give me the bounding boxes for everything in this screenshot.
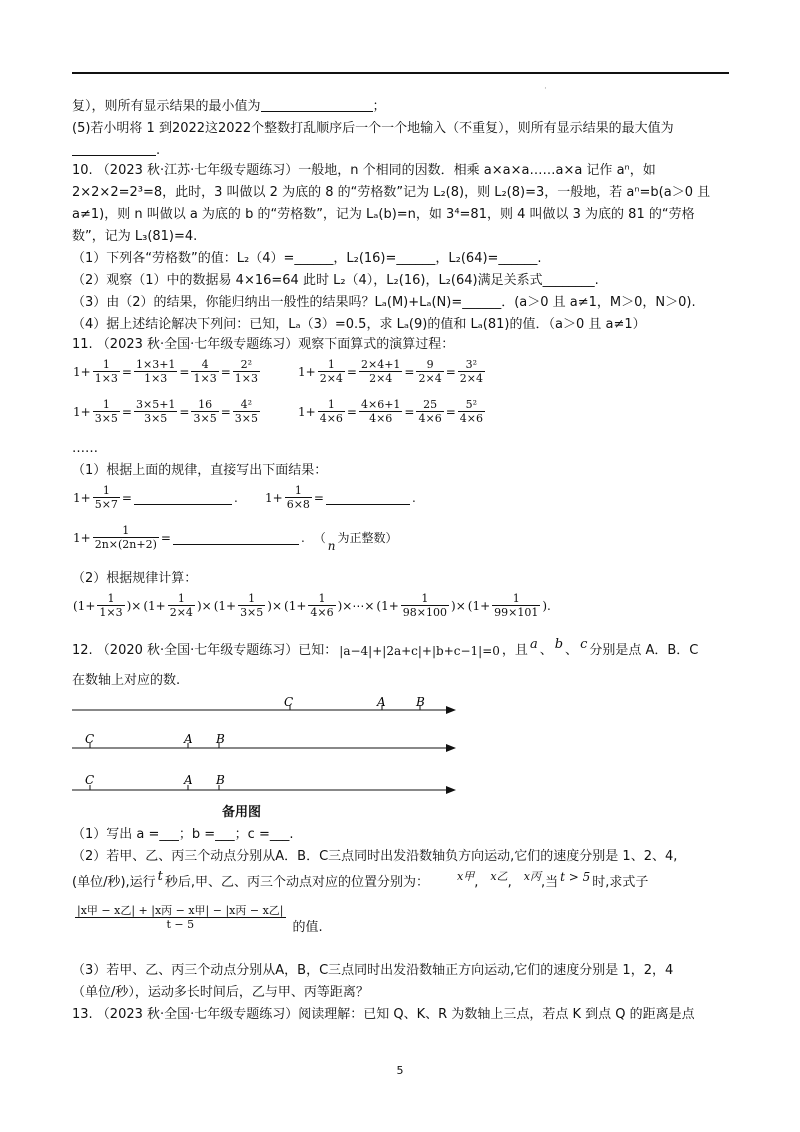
label-c: C — [85, 732, 95, 746]
q13-line1: 13. （2023 秋·全国·七年级专题练习）阅读理解：已知 Q、K、R 为数轴上三点，若点 K 到点 Q 的距离是点 — [72, 1007, 695, 1022]
label-c: C — [284, 695, 294, 709]
q11-problem-3: 1+ $\frac{1}{2n\times(2n+2)}$ = . （ n 为正整数） — [73, 524, 398, 553]
q11-sub1: （1）根据上面的规律，直接写出下面结果： — [72, 463, 328, 478]
q9-tail-line1: 复），则所有显示结果的最小值为 ； — [72, 99, 386, 114]
arrow-icon — [446, 744, 456, 752]
q9-tail-line3: . — [72, 142, 160, 160]
number-line-figures — [68, 690, 468, 820]
q12-line2: 在数轴上对应的数. — [72, 673, 181, 688]
q11-dots: …… — [72, 441, 98, 456]
q12-line1: 12. （2020 秋·全国·七年级专题练习）已知： |a−4|+|2a+c|+|b+c−1|=0 ，且 a 、 b 、 c 分别是点 A．B．C — [72, 637, 699, 658]
arrow-icon — [446, 706, 456, 714]
q11-product-expression: (1+ $\frac{1}{1\times 3}$ )× (1+ $\frac{1}{2\times 4}$ )× (1+ $\frac{1}{3\times 5}$ )× (1+ $\frac{1}{4\times 6}$ )×⋯× (1+ $\frac{1}{98\times 100}$ )× (1+ $\frac{1}{99\times 101}$ ). — [73, 592, 551, 619]
label-b: B — [216, 773, 225, 787]
q12-sub2-line1: （2）若甲、乙、丙三个动点分别从A．B．C三点同时出发沿数轴负方向运动,它们的速度分别是 1、2、4, — [72, 849, 678, 864]
q11-sub2: （2）根据规律计算： — [72, 571, 198, 586]
q12-sub3-line2: （单位/秒），运动多长时间后，乙与甲、丙等距离？ — [72, 985, 369, 1000]
q11-example-4: 1+ $\frac{1}{4\times 6}$ = $\frac{4\times 6+1}{4\times 6}$ = $\frac{25}{4\times 6}$ = $\frac{\text{5²}}{4\times 6}$ — [298, 398, 483, 425]
q11-example-2: 1+ $\frac{1}{2\times 4}$ = $\frac{2\times 4+1}{2\times 4}$ = $\frac{9}{2\times 4}$ = $\frac{\text{3²}}{2\times 4}$ — [298, 358, 483, 385]
label-b: B — [216, 732, 225, 746]
q12-expression: $\frac{\text{|x甲 − x乙| + |x丙 − x甲| − |x丙 − x乙|}}{t - 5}$ 的值. — [77, 904, 323, 935]
answer-blank[interactable] — [72, 142, 156, 156]
label-a: A — [184, 773, 193, 787]
answer-blank[interactable] — [326, 491, 410, 505]
answer-blank[interactable] — [134, 491, 232, 505]
q10-sub2: （2）观察（1）中的数据易 4×16=64 此时 L₂（4），L₂(16)，L₂(64)满足关系式________. — [72, 273, 599, 288]
q10-line4: 数”，记为 L₃(81)=4. — [72, 229, 198, 244]
q11-line1: 11. （2023 秋·全国·七年级专题练习）观察下面算式的演算过程： — [72, 337, 455, 352]
label-a: A — [184, 732, 193, 746]
q11-problem-1: 1+ $\frac{1}{5\times 7}$ = . — [73, 484, 238, 511]
page-number: 5 — [396, 1064, 404, 1077]
q12-sub3-line1: （3）若甲、乙、丙三个动点分别从A，B，C三点同时出发沿数轴正方向运动,它们的速度分别是 1，2，4 — [72, 963, 674, 978]
q11-example-3: 1+ $\frac{1}{3\times 5}$ = $\frac{3\times 5+1}{3\times 5}$ = $\frac{16}{3\times 5}$ = $\frac{\text{4²}}{3\times 5}$ — [73, 398, 258, 425]
q9-tail-line2: (5)若小明将 1 到2022这2022个整数打乱顺序后一个一个地输入（不重复），则所有显示结果的最大值为 — [72, 121, 674, 136]
q11-problem-2: 1+ $\frac{1}{6\times 8}$ = . — [265, 484, 416, 511]
q12-sub1: （1）写出 a =___；b =___；c =___. — [72, 827, 294, 842]
q10-line1: 10. （2023 秋·江苏·七年级专题练习）一般地，n 个相同的因数．相乘 a×a×a……a×a 记作 aⁿ，如 — [72, 163, 656, 178]
label-b: B — [416, 695, 425, 709]
q10-sub1: （1）下列各“劳格数”的值：L₂（4）=______，L₂(16)=______，L₂(64)=______. — [72, 251, 542, 266]
q12-condition: |a−4|+|2a+c|+|b+c−1|=0 — [339, 644, 500, 658]
q10-line2: 2×2×2=2³=8，此时，3 叫做以 2 为底的 8 的“劳格数”记为 L₂(8)，则 L₂(8)=3，一般地，若 aⁿ=b(a＞0 且 — [72, 185, 711, 200]
q12-sub2-line2: (单位/秒),运行 t 秒后,甲、乙、丙三个动点对应的位置分别为： x甲 , x乙 , x丙 , 当 t > 5 时,求式子 — [72, 869, 649, 890]
label-c: C — [85, 773, 95, 787]
label-a: A — [377, 695, 386, 709]
answer-blank[interactable] — [261, 98, 373, 112]
answer-blank[interactable] — [173, 531, 299, 545]
top-dot: · — [544, 84, 547, 94]
q10-sub3: （3）由（2）的结果，你能归纳出一般性的结果吗？Lₐ(M)+Lₐ(N)=______．(a＞0 且 a≠1，M＞0，N＞0). — [72, 295, 696, 310]
q10-sub4: （4）据上述结论解决下列问：已知，Lₐ（3）=0.5，求 Lₐ(9)的值和 Lₐ(81)的值．（a＞0 且 a≠1） — [72, 317, 646, 332]
q10-line3: a≠1)，则 n 叫做以 a 为底的 b 的“劳格数”，记为 Lₐ(b)=n，如 3⁴=81，则 4 叫做以 3 为底的 81 的“劳格 — [72, 207, 695, 222]
spare-figure-caption: 备用图 — [222, 805, 262, 820]
arrow-icon — [446, 786, 456, 794]
header-rule — [72, 72, 729, 74]
q11-example-1: 1+ $\frac{1}{1\times 3}$ = $\frac{1\times 3+1}{1\times 3}$ = $\frac{4}{1\times 3}$ = $\frac{\text{2²}}{1\times 3}$ — [73, 358, 258, 385]
